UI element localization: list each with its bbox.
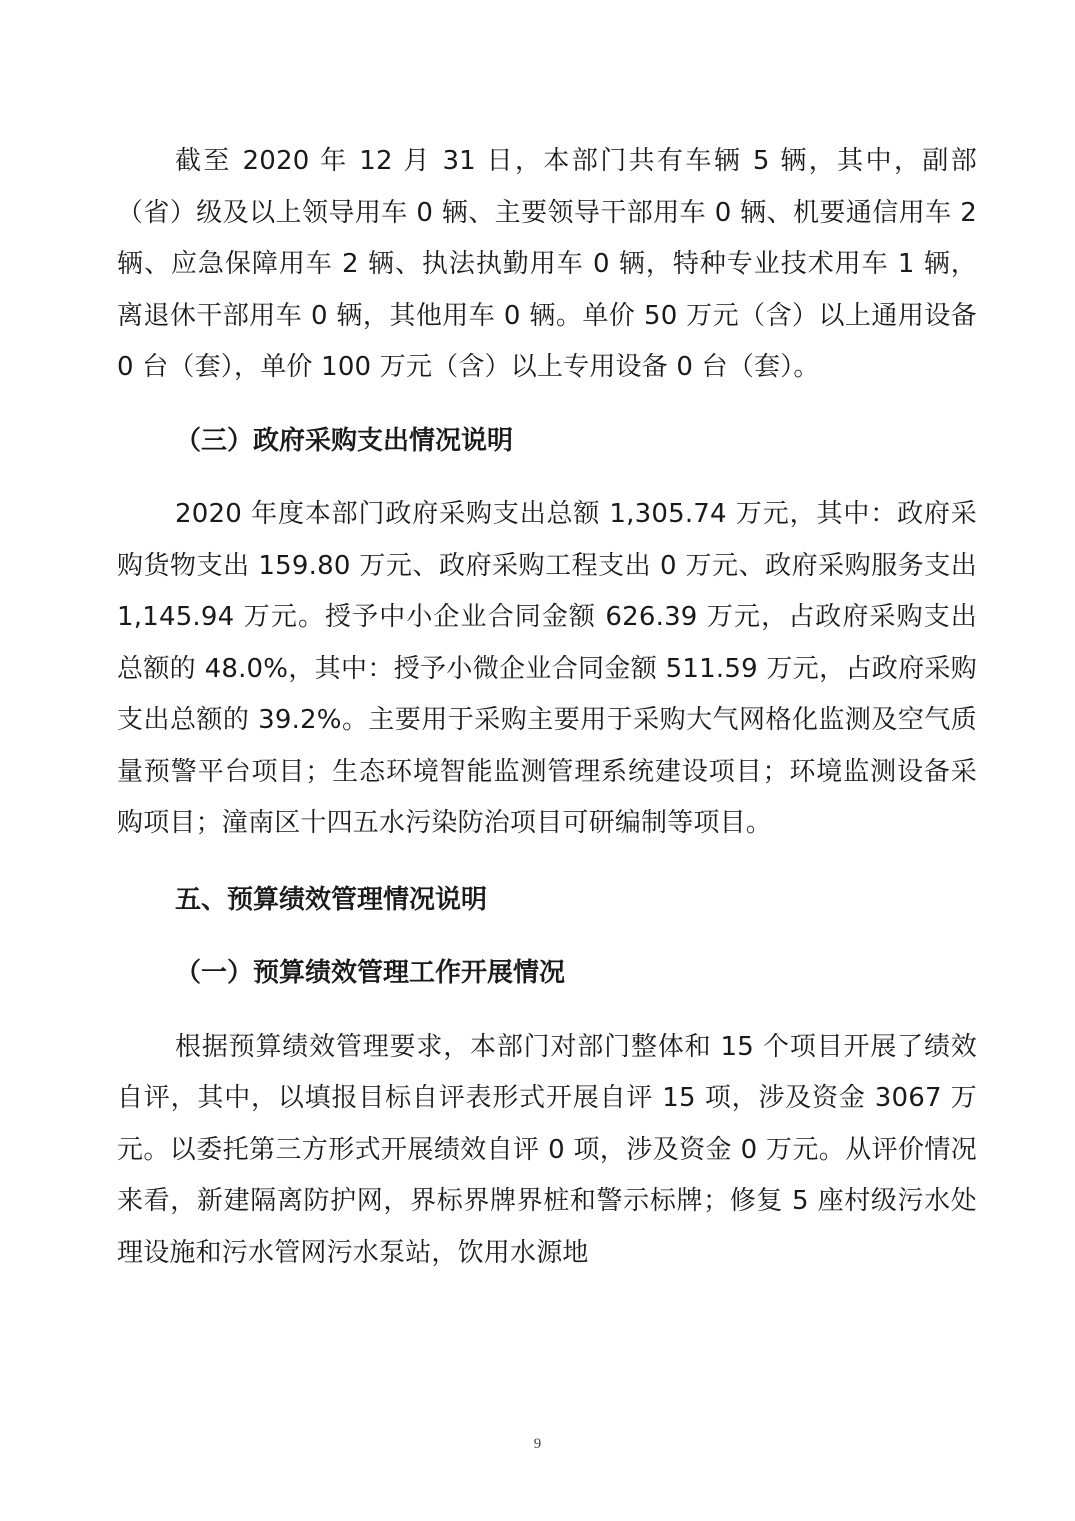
procurement-paragraph: 2020 年度本部门政府采购支出总额 1,305.74 万元，其中：政府采购货物支出 159.80 万元、政府采购工程支出 0 万元、政府采购服务支出 1,145.94 万元。授予中小企业合同金额 626.39 万元，占政府采购支出总额的 48.0%，其中：授予小微企业合同金额 511.59 万元，占政府采购支出总额的 39.2%。主要用于采购主要用于采购大气网格化监测及空气质量预警平台项目；生态环境智能监测管理系统建设项目；环境监测设备采购项目；潼南区十四五水污染防治项目可研编制等项目。: [117, 499, 977, 838]
page-body: [117, 136, 977, 1279]
procurement-section-heading: （三）政府采购支出情况说明: [175, 425, 514, 456]
spacer: [117, 926, 977, 948]
spacer: [117, 1000, 977, 1022]
performance-paragraph: 根据预算绩效管理要求，本部门对部门整体和 15 个项目开展了绩效自评，其中，以填报目标自评表形式开展自评 15 项，涉及资金 3067 万元。以委托第三方形式开展绩效自评 0 项，涉及资金 0 万元。从评价情况来看，新建隔离防护网，界标界牌界桩和警示标牌；修复 5 座村级污水处理设施和污水管网污水泵站，饮用水源地: [117, 1031, 977, 1268]
performance-chapter-heading: 五、预算绩效管理情况说明: [175, 884, 488, 915]
vehicles-paragraph: 截至 2020 年 12 月 31 日，本部门共有车辆 5 辆，其中，副部（省）级及以上领导用车 0 辆、主要领导干部用车 0 辆、机要通信用车 2 辆、应急保障用车 2 辆、执法执勤用车 0 辆，特种专业技术用车 1 辆，离退休干部用车 0 辆，其他用车 0 辆。单价 50 万元（含）以上通用设备 0 台（套），单价 100 万元（含）以上专用设备 0 台（套）。: [117, 146, 977, 382]
spacer: [117, 394, 977, 416]
performance-section-heading: （一）预算绩效管理工作开展情况: [175, 958, 566, 988]
spacer: [117, 850, 977, 875]
page-number: 9: [533, 1436, 542, 1452]
spacer: [117, 467, 977, 489]
